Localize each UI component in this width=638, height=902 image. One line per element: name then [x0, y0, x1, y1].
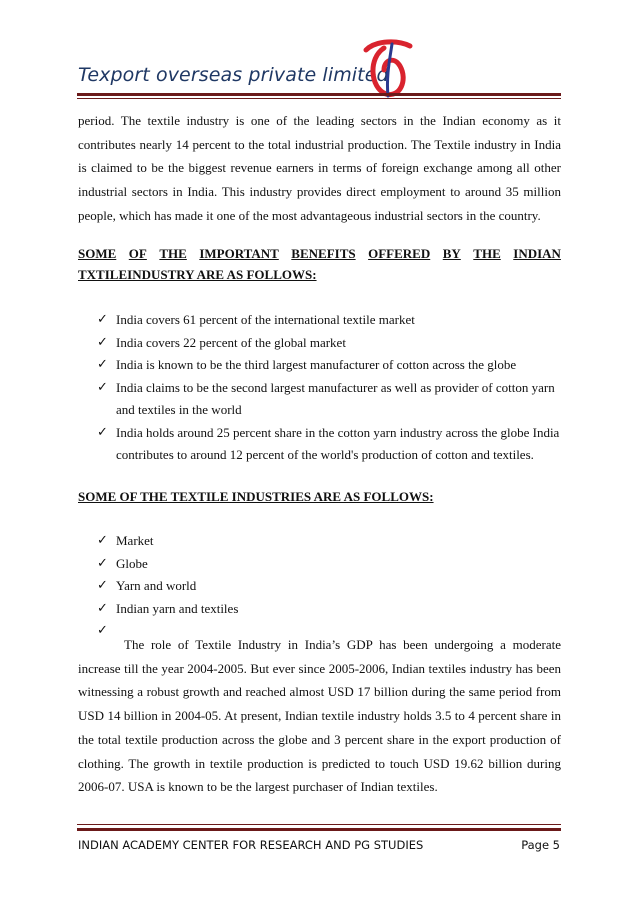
benefits-heading-word: THE	[159, 246, 187, 261]
benefit-item-text: India holds around 25 percent share in the cotton yarn industry across the globe India contributes to around 12 percent of the world's production of cotton and textiles.	[116, 424, 560, 462]
benefits-heading-word: SOME	[78, 246, 117, 261]
benefit-item	[97, 377, 561, 422]
industry-item-text: Indian yarn and textiles	[116, 600, 239, 616]
page-number: Page 5	[521, 838, 560, 852]
benefit-item-text: India covers 22 percent of the global market	[116, 334, 346, 350]
benefit-item	[97, 422, 561, 467]
benefits-heading-word: OFFERED	[368, 246, 431, 261]
checkmark-icon: ✓	[97, 357, 108, 372]
gdp-paragraph-text: The role of Textile Industry in India’s GDP has been undergoing a moderate increase till the year 2004-2005. But ever since 2005-2006, Indian textiles industry has been witnessing a robust growth and reached almost USD 17 billion during the same period from USD 14 billion in 2004-05. At present, Indian textile industry holds 3.5 to 4 percent share in the total textile production across the globe and 3 percent share in the export production of clothing. The growth in textile production is predicted to touch USD 19.62 billion during 2006-07. USA is known to be the largest purchaser of Indian textiles.	[78, 637, 561, 795]
company-logo	[362, 36, 414, 100]
checkmark-icon: ✓	[97, 578, 108, 593]
benefits-heading-word: BY	[442, 246, 461, 261]
benefit-item-text: India covers 61 percent of the international textile market	[116, 312, 415, 327]
benefit-item-text: India is known to be the third largest manufacturer of cotton across the globe	[116, 357, 517, 372]
footer-rule-thin	[77, 824, 561, 825]
benefit-item	[97, 332, 561, 355]
industry-item	[97, 598, 561, 621]
industry-item	[97, 575, 561, 598]
checkmark-icon: ✓	[97, 623, 108, 638]
header-rule-thick	[77, 93, 561, 96]
checkmark-icon: ✓	[97, 600, 108, 616]
benefit-item	[97, 309, 561, 332]
industries-list	[97, 530, 561, 643]
industry-item	[97, 530, 561, 553]
industries-heading: SOME OF THE TEXTILE INDUSTRIES ARE AS FOLLOWS:	[78, 489, 434, 504]
benefits-heading-line2: TXTILEINDUSTRY ARE AS FOLLOWS:	[78, 267, 317, 282]
industry-item-text: Yarn and world	[116, 578, 197, 593]
footer-rule-thick	[77, 828, 561, 831]
header-rule-thin	[77, 98, 561, 99]
gdp-paragraph	[78, 633, 561, 799]
benefits-heading-word: THE	[473, 246, 501, 261]
intro-paragraph: period. The textile industry is one of the leading sectors in the Indian economy as it contributes nearly 14 percent to the total industrial production. The Textile industry in India is claimed to be the biggest revenue earners in terms of foreign exchange among all other industrial sectors in India. This industry provides direct employment to around 35 million people, which has made it one of the most advantageous industrial sectors in the country.	[78, 113, 561, 223]
benefits-heading-word: BENEFITS	[291, 246, 356, 261]
industry-item	[97, 553, 561, 576]
checkmark-icon: ✓	[97, 424, 108, 440]
benefits-list	[97, 309, 561, 467]
checkmark-icon: ✓	[97, 312, 108, 327]
footer-institution: INDIAN ACADEMY CENTER FOR RESEARCH AND PG STUDIES	[78, 838, 424, 852]
benefit-item-text: India claims to be the second largest manufacturer as well as provider of cotton yarn and textiles in the world	[116, 379, 555, 417]
benefits-heading	[78, 243, 561, 285]
company-title: Texport overseas private limited	[78, 64, 389, 86]
checkmark-icon: ✓	[97, 533, 108, 548]
benefits-heading-word: INDIAN	[513, 246, 561, 261]
industry-item-text: Globe	[116, 555, 148, 571]
benefit-item	[97, 354, 561, 377]
checkmark-icon: ✓	[97, 379, 108, 395]
industry-item-text: Market	[116, 533, 154, 548]
checkmark-icon: ✓	[97, 334, 108, 350]
checkmark-icon: ✓	[97, 555, 108, 571]
benefits-heading-word: IMPORTANT	[199, 246, 279, 261]
benefits-heading-word: OF	[128, 246, 147, 261]
